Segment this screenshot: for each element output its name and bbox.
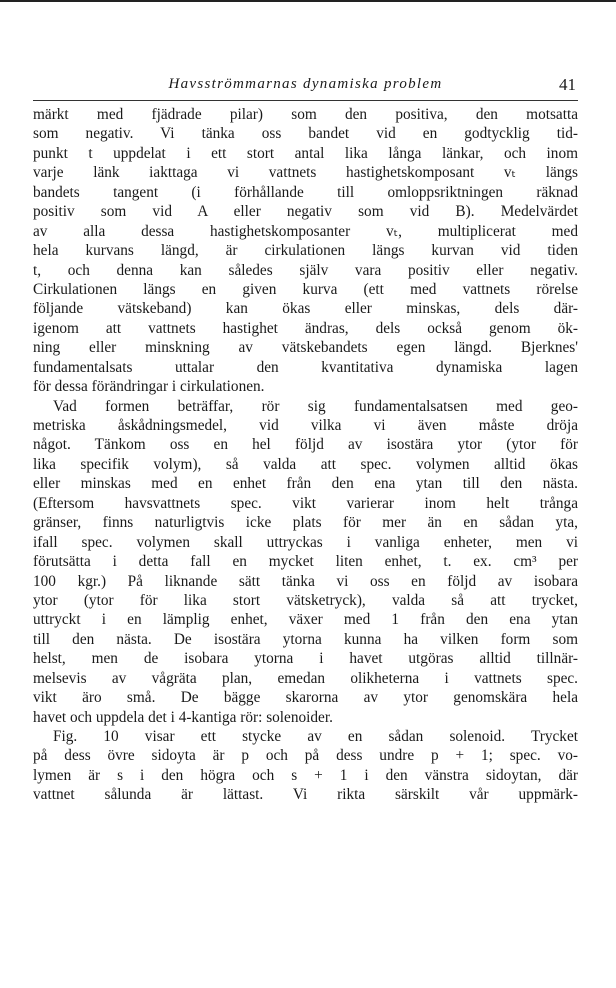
text-line: (Eftersom havsvattnets spec. vikt varierar inom helt trånga <box>33 494 578 512</box>
text-line: Fig. 10 visar ett stycke av en sådan solenoid. Trycket <box>53 728 578 745</box>
text-line: varje länk iakttaga vi vattnets hastighetskomposant vₜ längs <box>33 164 578 182</box>
text-line: märkt med fjädrade pilar) som den positiva, den motsatta <box>33 106 578 123</box>
text-line: gränser, finns naturligtvis icke plats för mer än en sådan yta, <box>33 514 578 532</box>
running-header <box>33 76 578 101</box>
text-line: melsevis av vågräta plan, emedan olikheterna i vattnets spec. <box>33 669 578 687</box>
page-number: 41 <box>559 75 576 94</box>
text-line: lika specifik volym), så valda att spec. volymen alltid ökas <box>33 455 578 473</box>
text-line: något. Tänkom oss en hel följd av isostära ytor (ytor för <box>33 436 578 454</box>
text-line: Vad formen beträffar, rör sig fundamentalsatsen med geo- <box>53 397 578 415</box>
text-line: eller minskas med en enhet från den ena ytan till den nästa. <box>33 475 578 493</box>
text-line: förutsätta i detta fall en mycket liten enhet, t. ex. cm³ per <box>33 553 578 571</box>
text-line: havet och uppdela det i 4-kantiga rör: solenoider. <box>33 708 333 726</box>
text-line: metriska åskådningsmedel, vid vilka vi även måste dröja <box>33 417 578 434</box>
text-line: uttryckt i en lämplig enhet, växer med 1 från den ena ytan <box>33 611 578 629</box>
text-line: för dessa förändringar i cirkulationen. <box>33 378 265 396</box>
running-title: Havsströmmarnas dynamiska problem <box>168 76 443 92</box>
text-line: bandets tangent (i förhållande till omloppsriktningen räknad <box>33 183 578 201</box>
text-line: till den nästa. De isostära ytorna kunna ha vilken form som <box>33 630 578 648</box>
text-line: punkt t uppdelat i ett stort antal lika långa länkar, och inom <box>33 144 578 162</box>
text-line: vikt äro små. De bägge skarorna av ytor genomskära hela <box>33 689 578 707</box>
text-line: helst, men de isobara ytorna i havet utgöras alltid tillnär- <box>33 650 578 668</box>
body-text <box>33 105 578 805</box>
text-line: t, och denna kan således själv vara positiv eller negativ. <box>33 261 578 279</box>
text-line: följande vätskeband) kan ökas eller minskas, dels där- <box>33 300 578 318</box>
text-line: på dess övre sidoyta är p och på dess undre p + 1; spec. vo- <box>33 747 578 765</box>
text-line: som negativ. Vi tänka oss bandet vid en godtycklig tid- <box>33 125 578 143</box>
text-line: lymen är s i den högra och s + 1 i den vänstra sidoytan, där <box>33 766 578 784</box>
text-line: 100 kgr.) På liknande sätt tänka vi oss en följd av isobara <box>33 572 578 590</box>
text-line: fundamentalsats uttalar den kvantitativa dynamiska lagen <box>33 358 578 376</box>
text-line: av alla dessa hastighetskomposanter vₜ, multiplicerat med <box>33 222 578 240</box>
top-rule <box>0 0 616 2</box>
text-line: ifall spec. volymen skall uttryckas i vanliga enheter, men vi <box>33 533 578 551</box>
text-line: hela kurvans längd, är cirkulationen längs kurvan vid tiden <box>33 242 578 260</box>
text-line: ytor (ytor för lika stort vätsketryck), valda så att trycket, <box>33 591 578 609</box>
text-line: positiv som vid A eller negativ som vid B). Medelvärdet <box>33 203 578 221</box>
text-line: vattnet sålunda är lättast. Vi rikta särskilt vår uppmärk- <box>33 786 578 804</box>
text-line: igenom att vattnets hastighet ändras, dels också genom ök- <box>33 319 578 337</box>
text-line: ning eller minskning av vätskebandets egen längd. Bjerknes' <box>33 339 578 357</box>
text-line: Cirkulationen längs en given kurva (ett med vattnets rörelse <box>33 280 578 298</box>
